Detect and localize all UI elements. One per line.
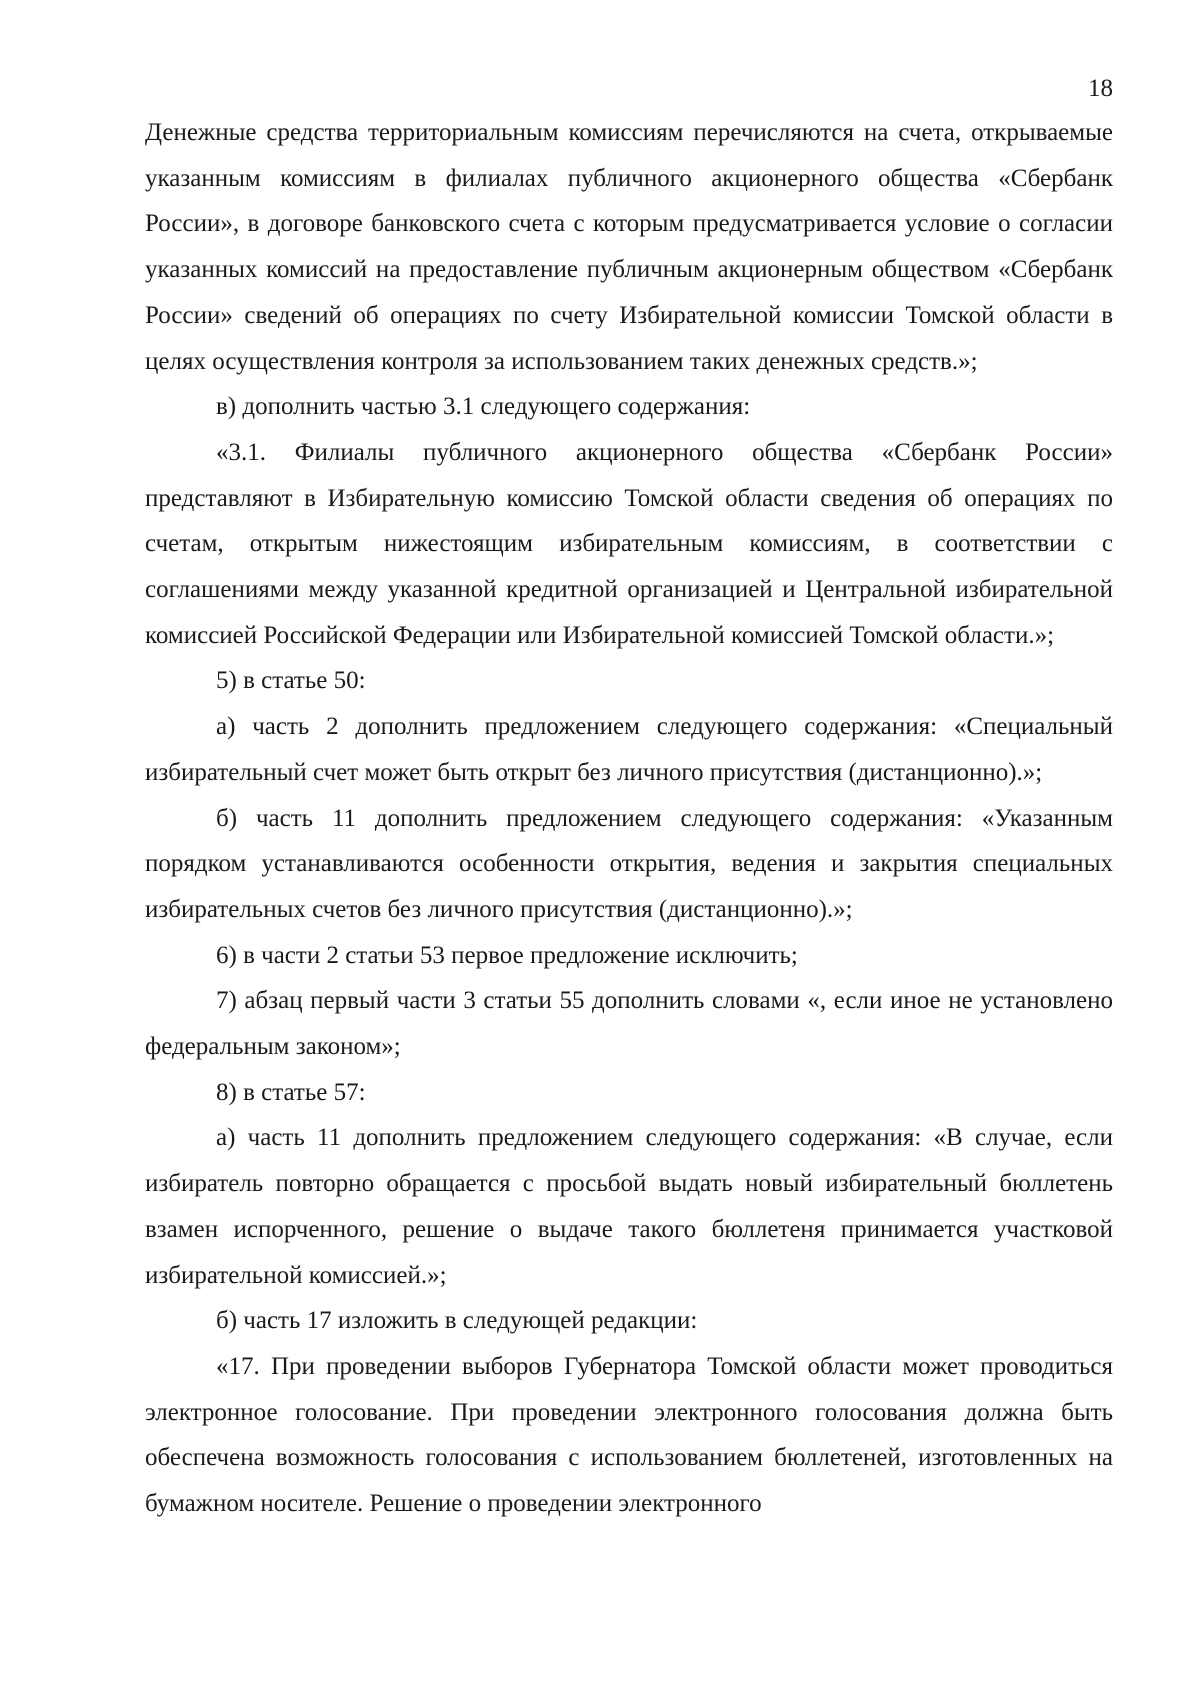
paragraph-part-3-1: «3.1. Филиалы публичного акционерного общества «Сбербанк России» представляют в Избирательную комиссию Томской области сведения об операциях по счетам, открытым нижестоящим избирательным комиссиям, в соответствии с соглашениями между указанной кредитной организацией и Центральной избирательной комиссией Российской Федерации или Избирательной комиссией Томской области.»; <box>145 438 1113 649</box>
paragraph-item-5-b: б) часть 11 дополнить предложением следующего содержания: «Указанным порядком устанавливаются особенности открытия, ведения и закрытия специальных избирательных счетов без личного присутствия (дистанционно).»; <box>145 804 1113 923</box>
paragraph-item-5: 5) в статье 50: <box>216 667 366 695</box>
paragraph-item-6: 6) в части 2 статьи 53 первое предложение исключить; <box>216 941 798 969</box>
paragraph-item-8: 8) в статье 57: <box>216 1078 366 1106</box>
document-body <box>145 110 1113 1527</box>
paragraph-item-8-b: б) часть 17 изложить в следующей редакции: <box>216 1307 698 1335</box>
paragraph-item-5-a: а) часть 2 дополнить предложением следующего содержания: «Специальный избирательный счет может быть открыт без личного присутствия (дистанционно).»; <box>145 713 1113 786</box>
page-number: 18 <box>1088 75 1113 102</box>
paragraph-part-17: «17. При проведении выборов Губернатора Томской области может проводиться электронное голосование. При проведении электронного голосования должна быть обеспечена возможность голосования с использованием бюллетеней, изготовленных на бумажном носителе. Решение о проведении электронного <box>145 1352 1113 1518</box>
paragraph-item-7: 7) абзац первый части 3 статьи 55 дополнить словами «, если иное не установлено федеральным законом»; <box>145 987 1113 1061</box>
paragraph-item-8-a: а) часть 11 дополнить предложением следующего содержания: «В случае, если избиратель повторно обращается с просьбой выдать новый избирательный бюллетень взамен испорченного, решение о выдаче такого бюллетеня принимается участковой избирательной комиссией.»; <box>145 1124 1113 1289</box>
paragraph-continuation: Денежные средства территориальным комиссиям перечисляются на счета, открываемые указанным комиссиям в филиалах публичного акционерного общества «Сбербанк России», в договоре банковского счета с которым предусматривается условие о согласии указанных комиссий на предоставление публичным акционерным обществом «Сбербанк России» сведений об операциях по счету Избирательной комиссии Томской области в целях осуществления контроля за использованием таких денежных средств.»; <box>145 119 1113 375</box>
paragraph-item-v: в) дополнить частью 3.1 следующего содержания: <box>216 393 751 421</box>
